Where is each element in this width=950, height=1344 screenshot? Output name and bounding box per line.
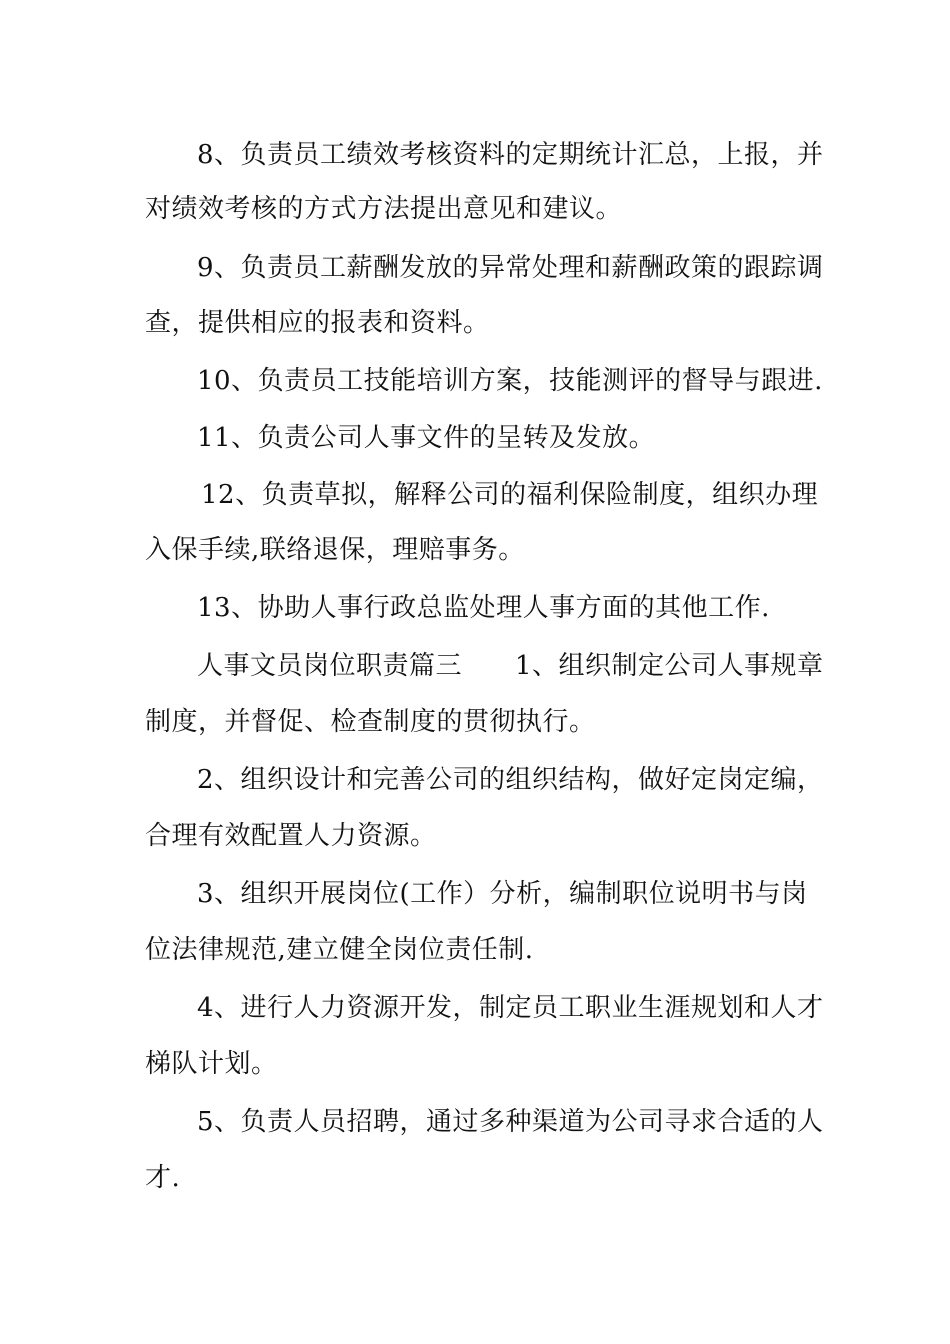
text-line: 入保手续,联络退保，理赔事务。	[145, 535, 525, 565]
text-line: 12、负责草拟，解释公司的福利保险制度，组织办理	[201, 480, 819, 510]
text-line: 10、负责员工技能培训方案，技能测评的督导与跟进.	[197, 366, 823, 396]
text-line: 2、组织设计和完善公司的组织结构，做好定岗定编，	[197, 765, 824, 795]
text-line: 9、负责员工薪酬发放的异常处理和薪酬政策的跟踪调	[197, 253, 824, 283]
text-line: 8、负责员工绩效考核资料的定期统计汇总，上报，并	[197, 140, 824, 170]
text-line: 4、进行人力资源开发，制定员工职业生涯规划和人才	[197, 993, 824, 1023]
text-line: 对绩效考核的方式方法提出意见和建议。	[145, 194, 623, 224]
text-line: 13、协助人事行政总监处理人事方面的其他工作.	[197, 593, 770, 623]
text-line: 查，提供相应的报表和资料。	[145, 308, 490, 338]
text-line: 3、组织开展岗位(工作）分析，编制职位说明书与岗	[197, 879, 808, 909]
text-line: 制度，并督促、检查制度的贯彻执行。	[145, 707, 596, 737]
text-line: 人事文员岗位职责篇三 1、组织制定公司人事规章	[197, 651, 824, 681]
text-line: 位法律规范,建立健全岗位责任制.	[145, 935, 534, 965]
text-line: 才.	[145, 1163, 181, 1193]
text-line: 合理有效配置人力资源。	[145, 821, 437, 851]
text-line: 梯队计划。	[145, 1049, 278, 1079]
text-line: 11、负责公司人事文件的呈转及发放。	[197, 423, 656, 453]
text-line: 5、负责人员招聘，通过多种渠道为公司寻求合适的人	[197, 1107, 824, 1137]
